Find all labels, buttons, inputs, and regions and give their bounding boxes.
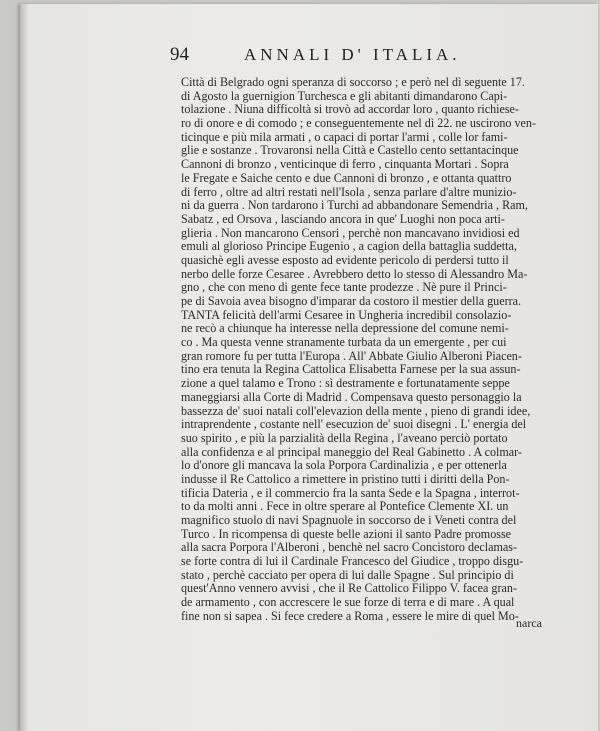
text-line: ni da guerra . Non tardarono i Turchi ad abbandonare Semendria , Ram,	[181, 199, 528, 213]
text-line: alla confidenza e al principal maneggio del Real Gabinetto . A colmar-	[181, 445, 522, 459]
text-line: gno , che con meno di gente fece tante prodezze . Nè pure il Princi-	[181, 281, 507, 295]
text-line: quasichè egli avesse esposto ad evidente pericolo di perdersi tutto il	[181, 253, 509, 267]
text-line: ro di onore e di comodo ; e conseguentemente nel dì 22. ne uscirono ven-	[181, 117, 536, 131]
text-line: ne recò a chiunque ha interesse nella depressione del comune nemi-	[181, 322, 509, 336]
text-line: de armamento , con accrescere le sue forze di terra e di mare . A qual	[181, 596, 515, 610]
text-line: alla sacra Porpora l'Alberoni , benchè nel sacro Concistoro declamas-	[181, 541, 517, 555]
text-line: to da molti anni . Fece in oltre sperare al Pontefice Clemente XI. un	[181, 500, 509, 514]
text-line: bassezza de' suoi natali coll'elevazion della mente , pieno di grandi idee,	[181, 404, 531, 418]
book-page	[20, 4, 598, 731]
text-line: indusse il Re Cattolico a rimettere in pristino tutti i diritti della Pon-	[181, 472, 510, 486]
text-line: intraprendente , costante nell' esecuzion de' suoi disegni . L' energia del	[181, 418, 527, 432]
page-number: 94	[170, 44, 189, 65]
text-line: glieria . Non mancarono Censori , perchè non mancavano invidiosi ed	[181, 226, 520, 240]
text-line: le Fregate e Saiche cento e due Cannoni di bronzo , e ottanta quattro	[181, 171, 512, 185]
text-line: lo d'onore gli mancava la sola Porpora Cardinalizia , e per ottenerla	[181, 459, 507, 473]
text-line: fine non si sapea . Si fece credere a Roma , essere le mire di quel Mo-	[181, 609, 519, 623]
text-line: quest'Anno vennero avvisi , che il Re Cattolico Filippo V. facea gran-	[181, 582, 517, 596]
page-header	[170, 44, 550, 66]
text-line: glie e sostanze . Trovaronsi nella Città e Castello cento settantacinque	[181, 144, 519, 158]
text-line: zione a quel talamo e Trono : sì destramente e fortunatamente seppe	[181, 377, 510, 391]
text-line: ticinque e più mila armati , o capaci di portar l'armi , colle lor fami-	[181, 130, 508, 144]
catchword: narca	[516, 616, 542, 630]
text-line: Turco . In ricompensa di queste belle azioni il santo Padre promosse	[181, 527, 512, 541]
text-line: stato , perchè cacciato per opera di lui dalle Spagne . Sul principio di	[181, 568, 514, 582]
text-line: Cannoni di bronzo , venticinque di ferro , cinquanta Mortari . Sopra	[181, 158, 509, 172]
text-line: tificia Dateria , e il commercio fra la santa Sede e la Spagna , interrot-	[181, 486, 520, 500]
text-line: Città di Belgrado ogni speranza di soccorso ; e però nel dì seguente 17.	[181, 76, 525, 89]
body-text	[181, 76, 561, 624]
text-line: magnifico stuolo di navi Spagnuole in soccorso de i Veneti contra del	[181, 514, 517, 527]
text-line: di ferro , oltre ad altri restati nell'Isola , senza parlare d'altre munizio-	[181, 185, 517, 199]
text-line: pe di Savoia avea bisogno d'imparar da costoro il mestier della guerra.	[181, 295, 522, 308]
text-line: di Agosto la guernigion Turchesca e gli abitanti dimandarono Capi-	[181, 89, 508, 103]
page-edge	[20, 4, 28, 731]
text-line: nerbo delle forze Cesaree . Avrebbero detto lo stesso di Alessandro Ma-	[181, 267, 528, 281]
text-line: co . Ma questa venne stranamente turbata da un emergente , per cui	[181, 336, 507, 350]
text-line: TANTA felicità dell'armi Cesaree in Ungheria incredibil consolazio-	[181, 308, 512, 322]
text-line: tolazione . Niuna difficoltà si trovò ad accordar loro , quanto richiese-	[181, 103, 519, 117]
text-line: gran romore fu per tutta l'Europa . All' Abbate Giulio Alberoni Piacen-	[181, 349, 522, 363]
text-line: tino era tenuta la Regina Cattolica Elisabetta Farnese per la sua assun-	[181, 363, 521, 377]
text-line: emuli al glorioso Principe Eugenio , a cagion della battaglia suddetta,	[181, 240, 517, 254]
running-title: ANNALI D' ITALIA.	[244, 45, 461, 64]
text-line: suo spirito , e più la parzialità della Regina , l'aveano perciò portato	[181, 431, 508, 445]
text-line: se forte contra di lui il Cardinale Francesco del Giudice , troppo disgu-	[181, 555, 524, 569]
text-line: maneggiarsi alla Corte di Madrid . Compensava questo personaggio la	[181, 390, 522, 404]
text-line: Sabatz , ed Orsova , lasciando ancora in que' Luoghi non poca arti-	[181, 212, 505, 226]
